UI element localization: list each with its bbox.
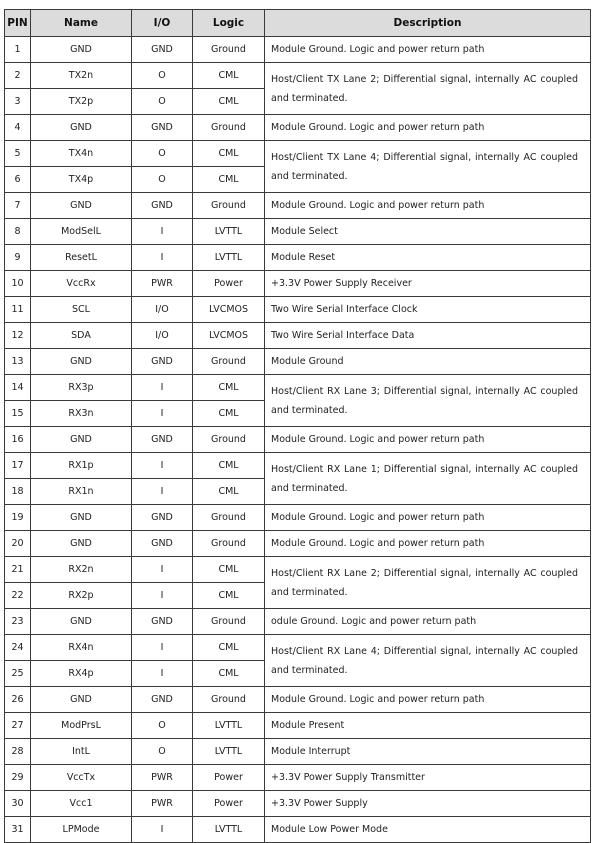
header-pin: PIN — [5, 10, 31, 37]
name-cell: RX3p — [31, 375, 132, 401]
logic-cell: CML — [193, 63, 265, 89]
description-cell: +3.3V Power Supply Receiver — [265, 271, 591, 297]
description-cell: Two Wire Serial Interface Clock — [265, 297, 591, 323]
io-cell: PWR — [132, 271, 193, 297]
io-cell: O — [132, 141, 193, 167]
description-cell: Module Present — [265, 713, 591, 739]
name-cell: ModPrsL — [31, 713, 132, 739]
pin-cell: 17 — [5, 453, 31, 479]
name-cell: LPMode — [31, 817, 132, 843]
pin-cell: 10 — [5, 271, 31, 297]
io-cell: I/O — [132, 323, 193, 349]
name-cell: Vcc1 — [31, 791, 132, 817]
name-cell: GND — [31, 531, 132, 557]
io-cell: O — [132, 713, 193, 739]
logic-cell: Ground — [193, 193, 265, 219]
logic-cell: LVCMOS — [193, 297, 265, 323]
logic-cell: Ground — [193, 427, 265, 453]
io-cell: I — [132, 557, 193, 583]
name-cell: RX2p — [31, 583, 132, 609]
table-row — [5, 609, 591, 635]
pin-cell: 13 — [5, 349, 31, 375]
io-cell: O — [132, 739, 193, 765]
io-cell: GND — [132, 609, 193, 635]
logic-cell: Power — [193, 791, 265, 817]
io-cell: I — [132, 479, 193, 505]
logic-cell: Ground — [193, 531, 265, 557]
description-cell: Two Wire Serial Interface Data — [265, 323, 591, 349]
logic-cell: Ground — [193, 687, 265, 713]
description-cell: Module Interrupt — [265, 739, 591, 765]
logic-cell: LVTTL — [193, 245, 265, 271]
logic-cell: LVCMOS — [193, 323, 265, 349]
name-cell: GND — [31, 505, 132, 531]
pin-cell: 8 — [5, 219, 31, 245]
name-cell: IntL — [31, 739, 132, 765]
pin-cell: 12 — [5, 323, 31, 349]
table-row — [5, 557, 591, 583]
description-cell: Host/Client RX Lane 3; Differential signal, internally AC coupled and terminated. — [265, 375, 591, 427]
header-description: Description — [265, 10, 591, 37]
table-row — [5, 531, 591, 557]
table-row — [5, 297, 591, 323]
pin-cell: 20 — [5, 531, 31, 557]
description-cell: Module Reset — [265, 245, 591, 271]
description-cell: Module Ground. Logic and power return path — [265, 427, 591, 453]
description-cell: Module Ground. Logic and power return path — [265, 505, 591, 531]
io-cell: I — [132, 635, 193, 661]
table-row — [5, 739, 591, 765]
description-cell: +3.3V Power Supply Transmitter — [265, 765, 591, 791]
description-cell: Module Ground. Logic and power return path — [265, 687, 591, 713]
pin-cell: 4 — [5, 115, 31, 141]
table-row — [5, 765, 591, 791]
table-row — [5, 453, 591, 479]
io-cell: I/O — [132, 297, 193, 323]
io-cell: GND — [132, 349, 193, 375]
description-cell: +3.3V Power Supply — [265, 791, 591, 817]
pin-cell: 2 — [5, 63, 31, 89]
pin-cell: 15 — [5, 401, 31, 427]
io-cell: I — [132, 375, 193, 401]
io-cell: GND — [132, 115, 193, 141]
name-cell: TX4n — [31, 141, 132, 167]
pin-cell: 22 — [5, 583, 31, 609]
table-row — [5, 271, 591, 297]
name-cell: GND — [31, 115, 132, 141]
description-cell: Host/Client RX Lane 4; Differential signal, internally AC coupled and terminated. — [265, 635, 591, 687]
logic-cell: CML — [193, 583, 265, 609]
pin-cell: 1 — [5, 37, 31, 63]
table-row — [5, 817, 591, 843]
logic-cell: Ground — [193, 609, 265, 635]
io-cell: I — [132, 661, 193, 687]
logic-cell: CML — [193, 453, 265, 479]
pin-cell: 26 — [5, 687, 31, 713]
pin-cell: 31 — [5, 817, 31, 843]
table-header — [5, 10, 591, 37]
io-cell: I — [132, 401, 193, 427]
description-cell: Host/Client RX Lane 1; Differential signal, internally AC coupled and terminated. — [265, 453, 591, 505]
logic-cell: Ground — [193, 349, 265, 375]
table-row — [5, 349, 591, 375]
pin-cell: 3 — [5, 89, 31, 115]
table-row — [5, 375, 591, 401]
io-cell: GND — [132, 687, 193, 713]
table-row — [5, 713, 591, 739]
logic-cell: LVTTL — [193, 739, 265, 765]
io-cell: PWR — [132, 791, 193, 817]
io-cell: GND — [132, 505, 193, 531]
table-row — [5, 141, 591, 167]
pin-cell: 7 — [5, 193, 31, 219]
pin-cell: 21 — [5, 557, 31, 583]
table-body — [5, 37, 591, 843]
table-row — [5, 115, 591, 141]
name-cell: GND — [31, 609, 132, 635]
logic-cell: Power — [193, 765, 265, 791]
name-cell: RX4p — [31, 661, 132, 687]
name-cell: RX1p — [31, 453, 132, 479]
logic-cell: CML — [193, 89, 265, 115]
pin-cell: 5 — [5, 141, 31, 167]
name-cell: RX2n — [31, 557, 132, 583]
name-cell: TX2p — [31, 89, 132, 115]
logic-cell: CML — [193, 141, 265, 167]
io-cell: PWR — [132, 765, 193, 791]
description-cell: Module Select — [265, 219, 591, 245]
header-logic: Logic — [193, 10, 265, 37]
table-row — [5, 635, 591, 661]
description-cell: Host/Client TX Lane 2; Differential signal, internally AC coupled and terminated. — [265, 63, 591, 115]
description-cell: Module Ground. Logic and power return path — [265, 193, 591, 219]
description-cell: Module Ground — [265, 349, 591, 375]
logic-cell: CML — [193, 479, 265, 505]
description-cell: Module Ground. Logic and power return path — [265, 37, 591, 63]
name-cell: ResetL — [31, 245, 132, 271]
logic-cell: CML — [193, 401, 265, 427]
pin-cell: 24 — [5, 635, 31, 661]
io-cell: GND — [132, 193, 193, 219]
name-cell: ModSelL — [31, 219, 132, 245]
io-cell: I — [132, 245, 193, 271]
table-row — [5, 37, 591, 63]
name-cell: GND — [31, 687, 132, 713]
pin-cell: 23 — [5, 609, 31, 635]
name-cell: GND — [31, 349, 132, 375]
pin-cell: 9 — [5, 245, 31, 271]
logic-cell: Power — [193, 271, 265, 297]
logic-cell: LVTTL — [193, 817, 265, 843]
logic-cell: Ground — [193, 505, 265, 531]
pin-cell: 30 — [5, 791, 31, 817]
table-row — [5, 245, 591, 271]
table-row — [5, 791, 591, 817]
name-cell: RX4n — [31, 635, 132, 661]
table-row — [5, 427, 591, 453]
logic-cell: Ground — [193, 37, 265, 63]
io-cell: I — [132, 583, 193, 609]
name-cell: TX2n — [31, 63, 132, 89]
table-row — [5, 505, 591, 531]
logic-cell: LVTTL — [193, 713, 265, 739]
name-cell: RX1n — [31, 479, 132, 505]
pin-cell: 18 — [5, 479, 31, 505]
logic-cell: CML — [193, 557, 265, 583]
table-row — [5, 193, 591, 219]
name-cell: GND — [31, 37, 132, 63]
io-cell: GND — [132, 531, 193, 557]
table-row — [5, 219, 591, 245]
logic-cell: CML — [193, 375, 265, 401]
name-cell: SDA — [31, 323, 132, 349]
name-cell: VccRx — [31, 271, 132, 297]
io-cell: O — [132, 63, 193, 89]
description-cell: Host/Client RX Lane 2; Differential signal, internally AC coupled and terminated. — [265, 557, 591, 609]
io-cell: I — [132, 219, 193, 245]
name-cell: RX3n — [31, 401, 132, 427]
header-row — [5, 10, 591, 37]
io-cell: O — [132, 167, 193, 193]
table-row — [5, 63, 591, 89]
io-cell: O — [132, 89, 193, 115]
pin-cell: 27 — [5, 713, 31, 739]
name-cell: GND — [31, 427, 132, 453]
header-name: Name — [31, 10, 132, 37]
pin-cell: 16 — [5, 427, 31, 453]
description-cell: Host/Client TX Lane 4; Differential signal, internally AC coupled and terminated. — [265, 141, 591, 193]
pin-cell: 29 — [5, 765, 31, 791]
pin-cell: 19 — [5, 505, 31, 531]
logic-cell: Ground — [193, 115, 265, 141]
description-cell: odule Ground. Logic and power return path — [265, 609, 591, 635]
pin-cell: 25 — [5, 661, 31, 687]
pin-cell: 28 — [5, 739, 31, 765]
io-cell: I — [132, 817, 193, 843]
logic-cell: LVTTL — [193, 219, 265, 245]
logic-cell: CML — [193, 661, 265, 687]
description-cell: Module Ground. Logic and power return path — [265, 115, 591, 141]
description-cell: Module Low Power Mode — [265, 817, 591, 843]
name-cell: GND — [31, 193, 132, 219]
table-row — [5, 323, 591, 349]
io-cell: I — [132, 453, 193, 479]
logic-cell: CML — [193, 167, 265, 193]
logic-cell: CML — [193, 635, 265, 661]
pin-cell: 14 — [5, 375, 31, 401]
pin-table — [4, 9, 591, 843]
header-io: I/O — [132, 10, 193, 37]
pin-cell: 6 — [5, 167, 31, 193]
description-cell: Module Ground. Logic and power return path — [265, 531, 591, 557]
name-cell: VccTx — [31, 765, 132, 791]
io-cell: GND — [132, 427, 193, 453]
table-row — [5, 687, 591, 713]
io-cell: GND — [132, 37, 193, 63]
name-cell: SCL — [31, 297, 132, 323]
name-cell: TX4p — [31, 167, 132, 193]
pin-cell: 11 — [5, 297, 31, 323]
